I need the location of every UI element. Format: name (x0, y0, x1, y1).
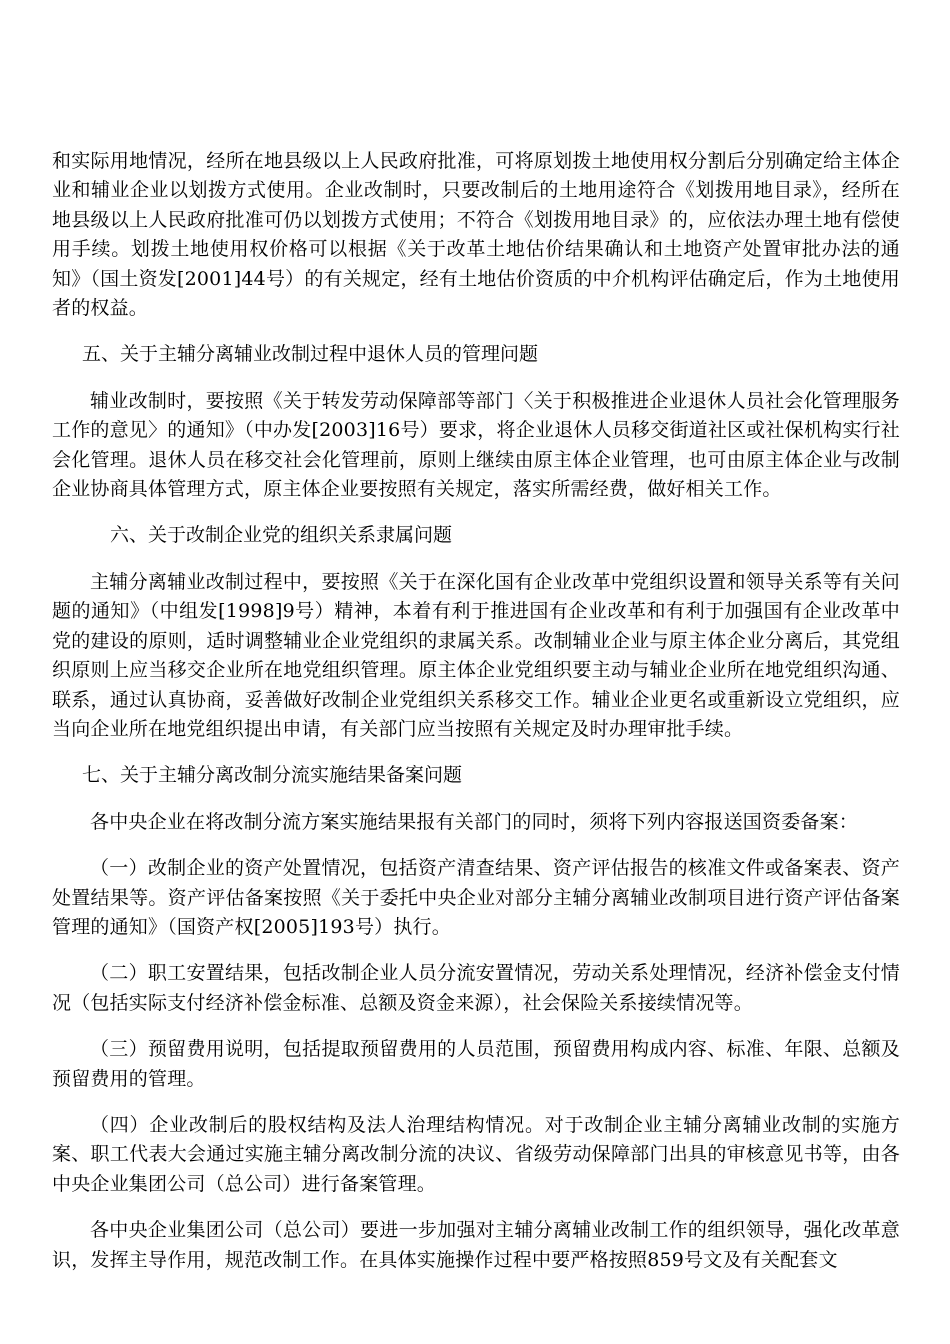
heading-section-5: 五、关于主辅分离辅业改制过程中退休人员的管理问题 (82, 343, 539, 366)
paragraph-land-use: 和实际用地情况，经所在地县级以上人民政府批准，可将原划拨土地使用权分割后分别确定给主体企业和辅业企业以划拨方式使用。企业改制时，只要改制后的土地用途符合《划拨用地目录》，经所在地县级以上人民政府批准可仍以划拨方式使用；不符合《划拨用地目录》的，应依法办理土地有偿使用手续。划拨土地使用权价格可以根据《关于改革土地估价结果确认和土地资产处置审批办法的通知》（国土资发[2001]44号）的有关规定，经有土地估价资质的中介机构评估确定后，作为土地使用者的权益。 (52, 150, 900, 320)
paragraph-item-3-reserve: （三）预留费用说明，包括提取预留费用的人员范围，预留费用构成内容、标准、年限、总额及预留费用的管理。 (52, 1038, 900, 1090)
document-body (52, 147, 900, 1292)
paragraph-item-1-assets: （一）改制企业的资产处置情况，包括资产清查结果、资产评估报告的核准文件或备案表、资产处置结果等。资产评估备案按照《关于委托中央企业对部分主辅分离辅业改制项目进行资产评估备案管理的通知》（国资产权[2005]193号）执行。 (52, 857, 900, 938)
paragraph-retirees: 辅业改制时，要按照《关于转发劳动保障部等部门〈关于积极推进企业退休人员社会化管理服务工作的意见〉的通知》（中办发[2003]16号）要求，将企业退休人员移交街道社区或社保机构实行社会化管理。退休人员在移交社会化管理前，原则上继续由原主体企业管理，也可由原主体企业与改制企业协商具体管理方式，原主体企业要按照有关规定，落实所需经费，做好相关工作。 (52, 389, 900, 501)
paragraph-closing: 各中央企业集团公司（总公司）要进一步加强对主辅分离辅业改制工作的组织领导，强化改革意识，发挥主导作用，规范改制工作。在具体实施操作过程中要严格按照859号文及有关配套文 (52, 1219, 900, 1271)
paragraph-item-2-staff: （二）职工安置结果，包括改制企业人员分流安置情况，劳动关系处理情况，经济补偿金支付情况（包括实际支付经济补偿金标准、总额及资金来源），社会保险关系接续情况等。 (52, 962, 900, 1014)
heading-section-7: 七、关于主辅分离改制分流实施结果备案问题 (82, 764, 463, 787)
paragraph-filing-intro: 各中央企业在将改制分流方案实施结果报有关部门的同时，须将下列内容报送国资委备案： (90, 810, 859, 833)
paragraph-party-organization: 主辅分离辅业改制过程中，要按照《关于在深化国有企业改革中党组织设置和领导关系等有关问题的通知》（中组发[1998]9号）精神，本着有利于推进国有企业改革和有利于加强国有企业改革中党的建设的原则，适时调整辅业企业党组织的隶属关系。改制辅业企业与原主体企业分离后，其党组织原则上应当移交企业所在地党组织管理。原主体企业党组织要主动与辅业企业所在地党组织沟通、联系，通过认真协商，妥善做好改制企业党组织关系移交工作。辅业企业更名或重新设立党组织，应当向企业所在地党组织提出申请，有关部门应当按照有关规定及时办理审批手续。 (52, 570, 900, 740)
heading-section-6: 六、关于改制企业党的组织关系隶属问题 (110, 524, 453, 547)
paragraph-item-4-equity: （四）企业改制后的股权结构及法人治理结构情况。对于改制企业主辅分离辅业改制的实施方案、职工代表大会通过实施主辅分离改制分流的决议、省级劳动保障部门出具的审核意见书等，由各中央企业集团公司（总公司）进行备案管理。 (52, 1113, 900, 1195)
